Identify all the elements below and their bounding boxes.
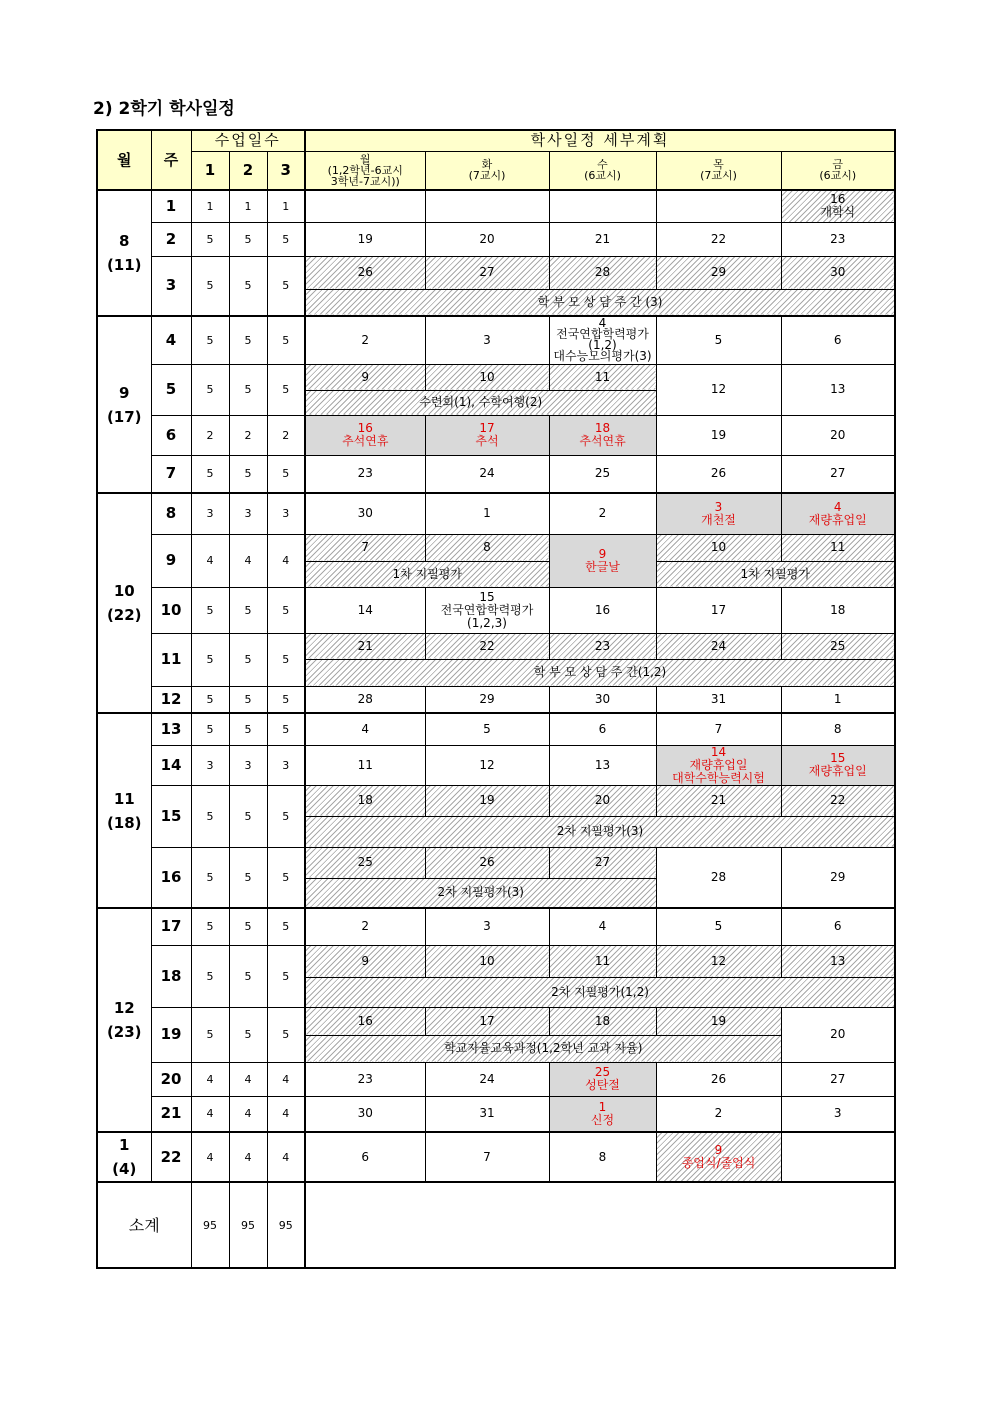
days-g2: 1 xyxy=(229,190,267,222)
day-cell: 27 xyxy=(425,256,549,289)
days-g2: 4 xyxy=(229,1132,267,1182)
days-g2: 5 xyxy=(229,364,267,415)
day-cell: 13 xyxy=(781,364,895,415)
days-g2: 4 xyxy=(229,534,267,587)
days-g3: 3 xyxy=(267,745,305,785)
day-cell: 4 재량휴업일 xyxy=(781,493,895,534)
days-g1: 5 xyxy=(191,713,229,745)
days-g2: 4 xyxy=(229,1062,267,1096)
day-cell: 25 성탄절 xyxy=(549,1062,656,1096)
day-cell: 27 xyxy=(781,1062,895,1096)
day-cell: 19 xyxy=(425,785,549,816)
days-g3: 5 xyxy=(267,316,305,364)
week-number: 20 xyxy=(151,1062,191,1096)
day-cell: 18 xyxy=(549,1007,656,1035)
page-title: 2) 2학기 학사일정 xyxy=(93,99,235,119)
days-g2: 5 xyxy=(229,256,267,316)
day-cell: 2 xyxy=(305,908,425,945)
day-cell: 30 xyxy=(781,256,895,289)
day-cell: 23 xyxy=(305,1062,425,1096)
week-number: 1 xyxy=(151,190,191,222)
days-g3: 5 xyxy=(267,633,305,686)
thursday-label: 목 xyxy=(713,158,724,172)
days-g1: 2 xyxy=(191,415,229,455)
grade3-header: 3 xyxy=(267,151,305,190)
days-g3: 3 xyxy=(267,493,305,534)
day-cell: 8 xyxy=(425,534,549,561)
days-g2: 5 xyxy=(229,222,267,256)
week-number: 15 xyxy=(151,785,191,847)
day-cell: 30 xyxy=(305,493,425,534)
day-cell: 1 xyxy=(781,686,895,713)
subtotal-label: 소계 xyxy=(97,1182,191,1268)
event-span: 2차 지필평가(3) xyxy=(305,878,656,908)
subtotal-g3: 95 xyxy=(267,1182,305,1268)
days-g3: 5 xyxy=(267,945,305,1007)
day-cell: 25 xyxy=(781,633,895,659)
day-cell: 16 xyxy=(549,587,656,633)
day-cell: 6 xyxy=(781,908,895,945)
day-cell: 11 xyxy=(549,364,656,390)
week-number: 19 xyxy=(151,1007,191,1062)
day-cell: 20 xyxy=(781,415,895,455)
day-cell: 6 xyxy=(305,1132,425,1182)
days-g1: 5 xyxy=(191,222,229,256)
days-g1: 4 xyxy=(191,1062,229,1096)
day-cell: 3 xyxy=(425,908,549,945)
week-number: 9 xyxy=(151,534,191,587)
grade1-header: 1 xyxy=(191,151,229,190)
day-cell: 28 xyxy=(305,686,425,713)
day-cell: 2 xyxy=(549,493,656,534)
week-header: 주 xyxy=(151,130,191,190)
day-cell: 5 xyxy=(656,908,781,945)
month-header: 월 xyxy=(97,130,151,190)
week-number: 16 xyxy=(151,847,191,908)
days-g2: 5 xyxy=(229,455,267,493)
days-g3: 4 xyxy=(267,534,305,587)
day-cell: 21 xyxy=(549,222,656,256)
monday-header xyxy=(305,151,425,190)
event-span: 수련회(1), 수학여행(2) xyxy=(305,390,656,415)
day-cell: 24 xyxy=(656,633,781,659)
day-cell: 19 xyxy=(656,415,781,455)
academic-schedule-table xyxy=(96,129,896,1269)
wednesday-sub: (6교시) xyxy=(584,169,621,183)
month-cell-dec: 12 (23) xyxy=(97,908,151,1132)
days-g2: 5 xyxy=(229,847,267,908)
days-g1: 5 xyxy=(191,364,229,415)
day-cell: 5 xyxy=(656,316,781,364)
day-cell: 13 xyxy=(781,945,895,977)
days-g2: 5 xyxy=(229,686,267,713)
day-cell: 30 xyxy=(549,686,656,713)
day-cell: 28 xyxy=(656,847,781,908)
day-cell: 4 xyxy=(305,713,425,745)
day-cell: 7 xyxy=(656,713,781,745)
days-g3: 4 xyxy=(267,1132,305,1182)
subtotal-notes xyxy=(305,1182,895,1268)
days-g2: 3 xyxy=(229,745,267,785)
days-g1: 5 xyxy=(191,908,229,945)
days-g1: 4 xyxy=(191,1132,229,1182)
event-span: 학 부 모 상 담 주 간(1,2) xyxy=(305,659,895,686)
day-cell: 18 xyxy=(305,785,425,816)
wednesday-label: 수 xyxy=(597,158,608,172)
week-number: 7 xyxy=(151,455,191,493)
friday-label: 금 xyxy=(832,158,844,172)
day-cell: 9 xyxy=(305,364,425,390)
days-g2: 5 xyxy=(229,945,267,1007)
subtotal-g2: 95 xyxy=(229,1182,267,1268)
days-g2: 4 xyxy=(229,1096,267,1132)
day-cell: 23 xyxy=(781,222,895,256)
days-g1: 5 xyxy=(191,686,229,713)
days-g3: 5 xyxy=(267,455,305,493)
month-cell-sep: 9 (17) xyxy=(97,316,151,493)
week-number: 10 xyxy=(151,587,191,633)
friday-sub: (6교시) xyxy=(819,169,857,183)
day-cell: 11 xyxy=(305,745,425,785)
event-span: 2차 지필평가(3) xyxy=(305,816,895,847)
day-cell: 6 xyxy=(549,713,656,745)
day-cell: 27 xyxy=(781,455,895,493)
week-number: 22 xyxy=(151,1132,191,1182)
week-number: 13 xyxy=(151,713,191,745)
day-cell: 26 xyxy=(656,455,781,493)
day-cell: 31 xyxy=(656,686,781,713)
day-cell: 7 xyxy=(305,534,425,561)
days-g2: 5 xyxy=(229,633,267,686)
day-cell xyxy=(781,1132,895,1182)
day-cell: 3 개천절 xyxy=(656,493,781,534)
days-g1: 5 xyxy=(191,455,229,493)
day-cell: 25 xyxy=(549,455,656,493)
week-number: 6 xyxy=(151,415,191,455)
day-cell: 13 xyxy=(549,745,656,785)
day-cell: 11 xyxy=(781,534,895,561)
day-cell: 19 xyxy=(305,222,425,256)
day-cell: 23 xyxy=(549,633,656,659)
day-cell: 9 xyxy=(305,945,425,977)
days-g1: 5 xyxy=(191,1007,229,1062)
event-span: 학교자율교육과정(1,2학년 교과 자율) xyxy=(305,1035,781,1062)
day-cell: 29 xyxy=(781,847,895,908)
day-cell: 10 xyxy=(656,534,781,561)
days-g3: 4 xyxy=(267,1062,305,1096)
days-g1: 5 xyxy=(191,785,229,847)
week-number: 2 xyxy=(151,222,191,256)
day-cell: 6 xyxy=(781,316,895,364)
day-cell: 30 xyxy=(305,1096,425,1132)
monday-label: 월 xyxy=(359,152,371,166)
day-cell: 25 xyxy=(305,847,425,878)
event-span: 학 부 모 상 담 주 간 (3) xyxy=(305,289,895,316)
day-cell: 14 xyxy=(305,587,425,633)
days-g2: 5 xyxy=(229,785,267,847)
day-cell: 24 xyxy=(425,455,549,493)
days-g3: 5 xyxy=(267,686,305,713)
day-cell: 19 xyxy=(656,1007,781,1035)
day-cell: 2 xyxy=(305,316,425,364)
days-g1: 5 xyxy=(191,587,229,633)
thursday-header xyxy=(656,151,781,190)
day-cell: 15 재량휴업일 xyxy=(781,745,895,785)
day-cell: 20 xyxy=(549,785,656,816)
days-g2: 2 xyxy=(229,415,267,455)
day-cell xyxy=(656,190,781,222)
week-number: 14 xyxy=(151,745,191,785)
day-cell: 14 재량휴업일 대학수학능력시험 xyxy=(656,745,781,785)
days-g2: 5 xyxy=(229,713,267,745)
day-cell: 17 xyxy=(656,587,781,633)
day-cell: 16 추석연휴 xyxy=(305,415,425,455)
month-cell-jan: 1 (4) xyxy=(97,1132,151,1182)
day-cell: 3 xyxy=(425,316,549,364)
month-cell-aug: 8 (11) xyxy=(97,190,151,316)
days-g3: 2 xyxy=(267,415,305,455)
week-number: 3 xyxy=(151,256,191,316)
day-cell: 28 xyxy=(549,256,656,289)
days-g3: 5 xyxy=(267,908,305,945)
day-cell: 16 개학식 xyxy=(781,190,895,222)
event-label: 개학식 xyxy=(820,205,856,220)
day-cell: 16 xyxy=(305,1007,425,1035)
days-g1: 1 xyxy=(191,190,229,222)
day-cell xyxy=(549,190,656,222)
days-g3: 5 xyxy=(267,713,305,745)
days-g2: 5 xyxy=(229,316,267,364)
day-cell: 20 xyxy=(425,222,549,256)
day-cell: 31 xyxy=(425,1096,549,1132)
day-cell: 10 xyxy=(425,364,549,390)
days-g2: 5 xyxy=(229,587,267,633)
tuesday-sub: (7교시) xyxy=(468,169,506,183)
day-cell: 1 xyxy=(425,493,549,534)
day-cell: 24 xyxy=(425,1062,549,1096)
tuesday-label: 화 xyxy=(481,158,493,172)
class-days-header: 수업일수 xyxy=(191,130,305,151)
week-number: 4 xyxy=(151,316,191,364)
days-g3: 5 xyxy=(267,364,305,415)
day-cell: 17 xyxy=(425,1007,549,1035)
week-number: 17 xyxy=(151,908,191,945)
day-cell: 3 xyxy=(781,1096,895,1132)
days-g1: 3 xyxy=(191,493,229,534)
detail-plan-header: 학사일정 세부계획 xyxy=(305,130,895,151)
days-g3: 5 xyxy=(267,785,305,847)
day-cell: 11 xyxy=(549,945,656,977)
day-cell: 20 xyxy=(781,1007,895,1062)
month-cell-nov: 11 (18) xyxy=(97,713,151,908)
day-cell: 1 신정 xyxy=(549,1096,656,1132)
day-cell: 29 xyxy=(656,256,781,289)
monday-sub1: (1,2학년-6교시 xyxy=(327,163,403,177)
days-g1: 4 xyxy=(191,534,229,587)
days-g2: 5 xyxy=(229,908,267,945)
day-cell: 27 xyxy=(549,847,656,878)
day-cell: 18 xyxy=(781,587,895,633)
day-cell: 8 xyxy=(781,713,895,745)
thursday-sub: (7교시) xyxy=(700,169,737,183)
day-cell: 29 xyxy=(425,686,549,713)
day-cell: 4 전국연합학력평가 (1,2) 대수능모의평가(3) xyxy=(549,316,656,364)
day-cell: 12 xyxy=(656,945,781,977)
day-cell: 26 xyxy=(305,256,425,289)
event-span: 1차 지필평가 xyxy=(305,561,549,587)
grade2-header: 2 xyxy=(229,151,267,190)
days-g1: 5 xyxy=(191,945,229,1007)
tuesday-header xyxy=(425,151,549,190)
days-g1: 5 xyxy=(191,316,229,364)
event-span: 1차 지필평가 xyxy=(656,561,895,587)
monday-sub2: 3학년-7교시)) xyxy=(330,174,400,188)
wednesday-header xyxy=(549,151,656,190)
days-g2: 3 xyxy=(229,493,267,534)
day-cell: 22 xyxy=(656,222,781,256)
event-span: 2차 지필평가(1,2) xyxy=(305,977,895,1007)
day-cell: 4 xyxy=(549,908,656,945)
days-g3: 5 xyxy=(267,587,305,633)
days-g1: 5 xyxy=(191,847,229,908)
day-cell: 22 xyxy=(781,785,895,816)
day-cell: 18 추석연휴 xyxy=(549,415,656,455)
days-g3: 5 xyxy=(267,222,305,256)
days-g3: 1 xyxy=(267,190,305,222)
week-number: 12 xyxy=(151,686,191,713)
day-cell: 23 xyxy=(305,455,425,493)
day-cell xyxy=(305,190,425,222)
days-g3: 4 xyxy=(267,1096,305,1132)
days-g1: 4 xyxy=(191,1096,229,1132)
days-g1: 5 xyxy=(191,256,229,316)
day-cell: 9 종업식/졸업식 xyxy=(656,1132,781,1182)
day-cell: 17 추석 xyxy=(425,415,549,455)
subtotal-g1: 95 xyxy=(191,1182,229,1268)
days-g3: 5 xyxy=(267,256,305,316)
day-cell: 7 xyxy=(425,1132,549,1182)
day-cell: 15 전국연합학력평가 (1,2,3) xyxy=(425,587,549,633)
day-cell: 10 xyxy=(425,945,549,977)
day-cell xyxy=(425,190,549,222)
day-cell: 8 xyxy=(549,1132,656,1182)
week-number: 8 xyxy=(151,493,191,534)
days-g1: 5 xyxy=(191,633,229,686)
day-cell: 5 xyxy=(425,713,549,745)
days-g1: 3 xyxy=(191,745,229,785)
day-cell: 26 xyxy=(656,1062,781,1096)
week-number: 5 xyxy=(151,364,191,415)
day-cell: 12 xyxy=(425,745,549,785)
days-g3: 5 xyxy=(267,1007,305,1062)
days-g3: 5 xyxy=(267,847,305,908)
day-cell: 21 xyxy=(305,633,425,659)
day-cell: 21 xyxy=(656,785,781,816)
day-cell: 12 xyxy=(656,364,781,415)
month-cell-oct: 10 (22) xyxy=(97,493,151,713)
day-cell: 2 xyxy=(656,1096,781,1132)
week-number: 21 xyxy=(151,1096,191,1132)
days-g2: 5 xyxy=(229,1007,267,1062)
day-cell: 9 한글날 xyxy=(549,534,656,587)
friday-header xyxy=(781,151,895,190)
day-cell: 26 xyxy=(425,847,549,878)
week-number: 18 xyxy=(151,945,191,1007)
day-cell: 22 xyxy=(425,633,549,659)
week-number: 11 xyxy=(151,633,191,686)
